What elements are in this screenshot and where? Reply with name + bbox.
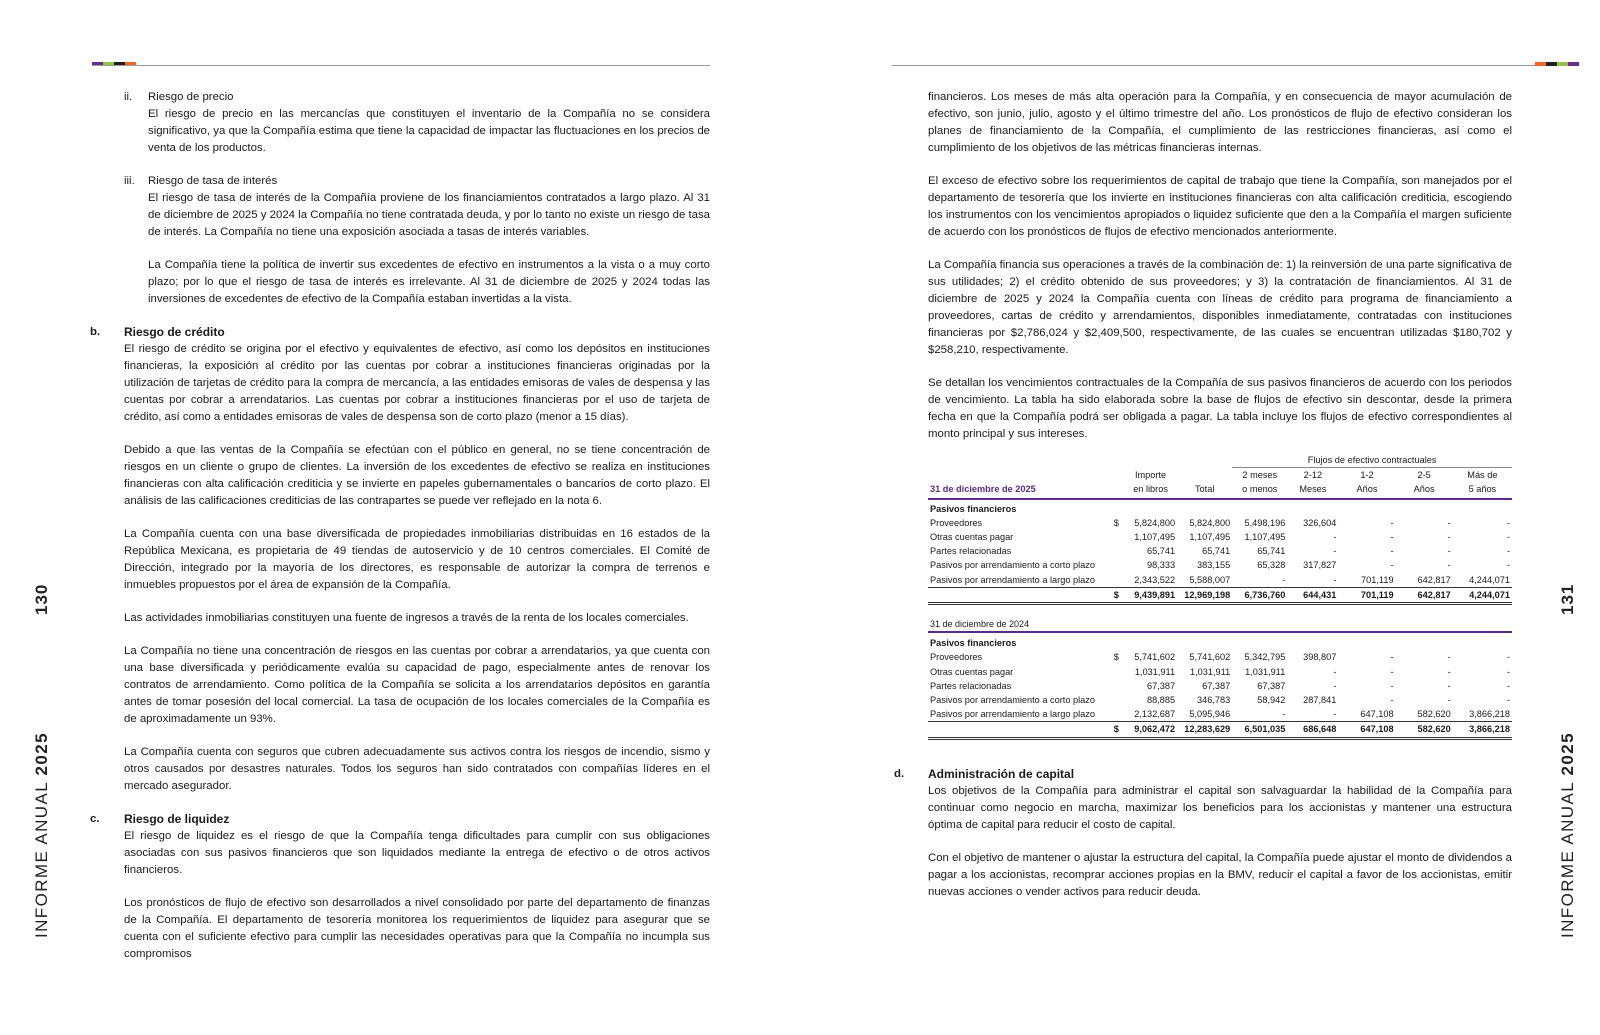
currency-symbol — [1112, 530, 1124, 544]
paragraph: El riesgo de tasa de interés de la Compañía proviene de los financiamientos contratados a largo plazo. Al 31 de diciembre de 2025 y 2024 la Compañía no tiene contratada deuda, y por lo tanto no existe un riesgo de tasa de interés. La Compañía no tiene una exposición asociada a tasas de interés variables. — [148, 192, 710, 238]
page-number-left: 130 — [32, 583, 51, 615]
table-cell: 5,741,602 — [1134, 652, 1176, 663]
table-cell: - — [1333, 532, 1337, 543]
table-cell: - — [1333, 574, 1337, 585]
table-cell: - — [1447, 680, 1451, 691]
paragraph: financieros. Los meses de más alta operación para la Compañía, y en consecuencia de mayor acumulación de efectivo, son junio, julio, agosto y el último trimestre del año. Los pronósticos de flujo de efectivo consideran los planes de financiamiento de la Compañía, el cumplimiento de las restricciones financieras, así como el cumplimiento de los objetivos de las métricas financieras internas. — [928, 91, 1512, 154]
section-title: Administración de capital — [928, 766, 1075, 781]
accent-orange — [1535, 62, 1546, 66]
accent-swatch-right — [1535, 62, 1579, 66]
table-row — [928, 679, 1512, 693]
table-cell: - — [1390, 517, 1394, 528]
table-cell: 6,736,760 — [1232, 587, 1287, 603]
report-title-right — [1558, 732, 1578, 938]
table-cell: 67,387 — [1257, 680, 1286, 691]
table-cell: 65,741 — [1257, 546, 1286, 557]
table-row — [928, 573, 1512, 588]
section-title: Riesgo de crédito — [124, 325, 225, 339]
table-cell: 9,439,891 — [1124, 587, 1177, 603]
column-header: 2 meses o menos — [1242, 470, 1278, 495]
table-cell: 647,108 — [1360, 709, 1394, 720]
subsection-marker: iii. — [124, 175, 135, 187]
table-cell: 67,387 — [1202, 680, 1231, 691]
paragraph: La Compañía cuenta con seguros que cubren adecuadamente sus activos contra los riesgos de incendio, sismo y otros causados por desastres naturales. Todos los seguros han sido contratados con compañías líderes en el mercado asegurador. — [124, 746, 710, 792]
table-cell: 383,155 — [1197, 560, 1231, 571]
table-cell: - — [1390, 652, 1394, 663]
report-title-year: 2025 — [1558, 732, 1577, 776]
currency-symbol: $ — [1113, 517, 1119, 528]
date-header-2024 — [928, 617, 1512, 632]
table-cell: 3,866,218 — [1469, 709, 1510, 720]
table-cell: 5,741,602 — [1189, 652, 1231, 663]
table-cell: 5,342,795 — [1244, 652, 1286, 663]
table-cell: 582,620 — [1417, 709, 1451, 720]
row-label — [928, 587, 1112, 603]
paragraph: La Compañía tiene la política de invertir sus excedentes de efectivo en instrumentos a la vista o a muy corto plazo; por lo que el riesgo de tasa de interés es irrelevante. Al 31 de diciembre de 2025 y 2024 todas las inversiones de excedentes de efectivo de la Compañía estaban invertidas a la vista. — [148, 259, 710, 305]
column-header: 2-5 Años — [1413, 470, 1435, 495]
group-label: Pasivos financieros — [930, 503, 1017, 514]
currency-symbol: $ — [1112, 722, 1124, 738]
paragraph: El riesgo de precio en las mercancías que constituyen el inventario de la Compañía no se considera significativo, ya que la Compañía estima que tiene la capacidad de impactar las fluctuaciones en los precios de venta de los productos. — [148, 108, 710, 154]
table-cell: - — [1447, 517, 1451, 528]
table-cell: 5,588,007 — [1189, 574, 1231, 585]
row-label: Proveedores — [930, 517, 983, 528]
row-label — [928, 722, 1112, 738]
report-title-year: 2025 — [32, 732, 51, 776]
right-column — [894, 89, 1512, 917]
table-cell: 1,031,911 — [1190, 666, 1231, 677]
table-cell: - — [1506, 666, 1510, 677]
row-label: Pasivos por arrendamiento a corto plazo — [930, 695, 1095, 706]
table-spacer — [928, 604, 1512, 618]
accent-black — [1546, 62, 1557, 66]
table-cell: 701,119 — [1338, 587, 1395, 603]
table-total-row — [928, 722, 1512, 738]
table-cell: 1,107,495 — [1189, 532, 1231, 543]
table-cell: 346,783 — [1197, 695, 1231, 706]
table-cell: 12,283,629 — [1177, 722, 1232, 738]
section-marker: c. — [90, 813, 100, 825]
table-caption: Flujos de efectivo contractuales — [1232, 453, 1512, 468]
left-column — [90, 89, 710, 979]
header-rule-right — [892, 65, 1570, 66]
table-cell: - — [1390, 532, 1394, 543]
table-cell: - — [1447, 695, 1451, 706]
table-cell: - — [1390, 680, 1394, 691]
column-header: Importe en libros — [1133, 470, 1168, 495]
row-label: Otras cuentas pagar — [930, 666, 1014, 677]
group-label-row — [928, 632, 1512, 650]
paragraph: Las actividades inmobiliarias constituyen una fuente de ingresos a través de la renta de los locales comerciales. — [124, 612, 689, 624]
table-cell: 5,498,196 — [1244, 517, 1286, 528]
table-cell: 1,107,495 — [1134, 532, 1176, 543]
section-marker: d. — [894, 767, 905, 780]
table-cell: 701,119 — [1361, 574, 1394, 585]
table-row — [928, 516, 1512, 530]
paragraph: Debido a que las ventas de la Compañía se efectúan con el público en general, no se tiene concentración de riesgos en un cliente o grupo de clientes. La inversión de los excedentes de efectivo se realiza en instituciones financieras con alta calificación crediticia y se invierte en papeles gubernamentales o bancarios de corto plazo. El análisis de las calificaciones crediticias de las contrapartes se puede ver reflejado en la nota 6. — [124, 444, 710, 507]
row-label: Pasivos por arrendamiento a largo plazo — [930, 574, 1095, 585]
table-cell: - — [1447, 532, 1451, 543]
table-cell: 5,824,800 — [1189, 517, 1231, 528]
table-cell: 326,604 — [1303, 517, 1337, 528]
row-label: Pasivos por arrendamiento a corto plazo — [930, 560, 1095, 571]
subsection-title: Riesgo de precio — [148, 91, 234, 103]
currency-symbol: $ — [1113, 652, 1119, 663]
table-cell: - — [1506, 560, 1510, 571]
currency-symbol — [1112, 544, 1124, 558]
table-row — [928, 707, 1512, 722]
table-cell: - — [1333, 709, 1337, 720]
section-title: Riesgo de liquidez — [124, 812, 230, 826]
table-cell: - — [1506, 680, 1510, 691]
table-cell: 686,648 — [1287, 722, 1338, 738]
table-cell: - — [1282, 574, 1286, 585]
table-cell: 67,387 — [1146, 680, 1176, 691]
table-cell: 6,501,035 — [1232, 722, 1287, 738]
currency-symbol: $ — [1112, 587, 1124, 603]
row-label: Partes relacionadas — [930, 680, 1012, 691]
table-cell: - — [1506, 546, 1510, 557]
table-row — [928, 544, 1512, 558]
section-c — [90, 811, 710, 963]
table-cell: 88,885 — [1146, 695, 1176, 706]
table-cell: - — [1447, 666, 1451, 677]
table-cell: - — [1333, 680, 1337, 691]
table-cell: 398,807 — [1303, 652, 1337, 663]
table-cell: 317,827 — [1303, 560, 1337, 571]
table-total-row — [928, 587, 1512, 603]
subsection-ii — [124, 89, 710, 157]
accent-purple — [1568, 62, 1579, 66]
table-cell: 582,620 — [1396, 722, 1453, 738]
page-number-right: 131 — [1558, 583, 1577, 615]
paragraph: El riesgo de crédito se origina por el efectivo y equivalentes de efectivo, así como los depósitos en instituciones financieras, la exposición al crédito por las cuentas por cobrar a instituciones financieras originadas por la utilización de tarjetas de crédito para la compra de mercancía, a las entidades emisoras de vales de despensa y las cuentas por cobrar a arrendatarios. Las cuentas por cobrar a instituciones financieras por el uso de tarjeta de crédito, así como a entidades emisoras de vales de despensa son de corto plazo (menor a 15 días). — [124, 343, 710, 423]
table-cell: - — [1390, 695, 1394, 706]
contractual-cashflow-table — [928, 453, 1512, 740]
table-cell: 98,333 — [1146, 560, 1176, 571]
table-row — [928, 558, 1512, 572]
table-cell: 9,062,472 — [1124, 722, 1177, 738]
table-row — [928, 530, 1512, 544]
paragraph: El riesgo de liquidez es el riesgo de que la Compañía tenga dificultades para cumplir con sus obligaciones asociadas con sus pasivos financieros que son liquidados mediante la entrega de efectivo o de otros activos financieros. — [124, 830, 710, 876]
table-cell: 58,942 — [1257, 695, 1286, 706]
date-header-2025: 31 de diciembre de 2025 — [930, 484, 1036, 495]
table-cell: 2,132,687 — [1134, 709, 1176, 720]
table-cell: 287,841 — [1303, 695, 1337, 706]
paragraph: La Compañía no tiene una concentración de riesgos en las cuentas por cobrar a arrendatarios, ya que cuenta con una base diversificada y periódicamente evalúa su capacidad de pago, especialmente antes de renovar los contratos de arrendamiento. Como política de la Compañía se solicita a los arrendatarios depósitos en garantía antes de tomar posesión del local comercial. La tasa de ocupación de los locales comerciales de la Compañía es de aproximadamente un 93%. — [124, 645, 710, 725]
column-header: Total — [1194, 484, 1215, 495]
table-header-row — [928, 468, 1512, 497]
section-d — [894, 766, 1512, 901]
paragraph: Se detallan los vencimientos contractuales de la Compañía de sus pasivos financieros de acuerdo con los periodos de vencimiento. La tabla ha sido elaborada sobre la base de flujos de efectivo sin descontar, desde la primera fecha en que la Compañía podrá ser obligada a pagar. La tabla incluye los flujos de efectivo correspondientes al monto principal y sus intereses. — [928, 377, 1512, 440]
table-row — [928, 665, 1512, 679]
paragraph: El exceso de efectivo sobre los requerimientos de capital de trabajo que tiene la Compañía, son manejados por el departamento de tesorería que los invierte en instituciones financieras con alta calificación crediticia, escogiendo los instrumentos con los vencimientos apropiados o liquidez suficiente que den a la Compañía el margen suficiente de acuerdo con los pronósticos de flujos de efectivo mencionados anteriormente. — [928, 175, 1512, 238]
paragraph: Los pronósticos de flujo de efectivo son desarrollados a nivel consolidado por parte del departamento de finanzas de la Compañía. El departamento de tesorería monitorea los requerimientos de liquidez para asegurar que se cuenta con el suficiente efectivo para cumplir las necesidades operativas para que la Compañía no incumpla sus compromisos — [124, 897, 710, 960]
group-label-row — [928, 499, 1512, 516]
table-cell: - — [1506, 652, 1510, 663]
column-header: Más de 5 años — [1467, 470, 1498, 495]
paragraph: Con el objetivo de mantener o ajustar la estructura del capital, la Compañía puede ajustar el monto de dividendos a pagar a los accionistas, recomprar acciones propias en la BMV, reducir el capital a favor de los accionistas, emitir nuevas acciones o vender activos para reducir deuda. — [928, 851, 1512, 898]
paragraph: La Compañía financia sus operaciones a través de la combinación de: 1) la reinversión de una parte significativa de sus utilidades; 2) el crédito obtenido de sus proveedores; y 3) la contratación de financiamientos. Al 31 de diciembre de 2025 y 2024 la Compañía cuenta con líneas de crédito para programa de financiamiento a proveedores, cartas de crédito y arrendamientos, disponibles inmediatamente, contratadas con instituciones financieras por $2,786,024 y $2,409,500, respectivamente, de las cuales se encuentran utilizadas $180,702 y $258,210, respectivamente. — [928, 259, 1512, 356]
table-cell: 3,866,218 — [1453, 722, 1512, 738]
column-header: 1-2 Años — [1356, 470, 1378, 495]
paragraph: La Compañía cuenta con una base diversificada de propiedades inmobiliarias distribuidas en 16 estados de la República Mexicana, es propietaria de 49 tiendas de autoservicio y de 10 centros comerciales. El Comité de Dirección, integrado por la mayoría de los directores, es responsable de autorizar la compra de terrenos e inmuebles propuestos por el área de expansión de la Compañía. — [124, 528, 710, 591]
table-cell: 4,244,071 — [1453, 587, 1512, 603]
row-label: Partes relacionadas — [930, 546, 1012, 557]
currency-symbol — [1112, 665, 1124, 679]
table-cell: - — [1390, 560, 1394, 571]
group-label-row-text: Pasivos financieros — [930, 638, 1017, 649]
table-cell: 65,741 — [1146, 546, 1176, 557]
row-label: Otras cuentas pagar — [930, 532, 1014, 543]
report-title-light: INFORME ANUAL — [32, 781, 51, 938]
table-cell: - — [1506, 532, 1510, 543]
table-cell: - — [1390, 666, 1394, 677]
table-cell: - — [1333, 666, 1337, 677]
currency-symbol — [1112, 558, 1124, 572]
table-cell: - — [1447, 546, 1451, 557]
paragraph: Los objetivos de la Compañía para administrar el capital son salvaguardar la habilidad de la Compañía para continuar como negocio en marcha, maximizar los beneficios para los accionistas y mantener una estructura óptima de capital para reducir el costo de capital. — [928, 784, 1512, 831]
currency-symbol — [1112, 573, 1124, 588]
subsection-title: Riesgo de tasa de interés — [148, 175, 278, 187]
table-cell: 642,817 — [1417, 574, 1451, 585]
section-b — [90, 324, 710, 795]
column-header: 2-12 Meses — [1299, 470, 1327, 495]
currency-symbol — [1112, 707, 1124, 722]
table-cell: 4,244,071 — [1469, 574, 1510, 585]
subsection-iii — [124, 173, 710, 308]
report-title-left — [32, 732, 52, 938]
table-cell: - — [1506, 517, 1510, 528]
table-cell: - — [1447, 560, 1451, 571]
header-rule-left — [92, 65, 710, 66]
row-label: Pasivos por arrendamiento a largo plazo — [930, 709, 1095, 720]
accent-green — [1557, 62, 1568, 66]
subsection-marker: ii. — [124, 91, 133, 103]
table-cell: 642,817 — [1396, 587, 1453, 603]
table-cell: - — [1282, 709, 1286, 720]
table-cell: - — [1390, 546, 1394, 557]
table-cell: - — [1447, 652, 1451, 663]
table-cell: 12,969,198 — [1177, 587, 1232, 603]
table-cell: 1,107,495 — [1244, 532, 1286, 543]
table-cell: 65,741 — [1202, 546, 1231, 557]
table-cell: - — [1333, 546, 1337, 557]
table-cell: 1,031,911 — [1245, 666, 1286, 677]
section-marker: b. — [90, 326, 101, 338]
table-row — [928, 693, 1512, 707]
currency-symbol — [1112, 679, 1124, 693]
row-label: Proveedores — [930, 652, 983, 663]
report-title-light: INFORME ANUAL — [1558, 781, 1577, 938]
table-cell: 644,431 — [1287, 587, 1338, 603]
currency-symbol — [1112, 693, 1124, 707]
right-page — [800, 0, 1600, 1035]
table-cell: 5,095,946 — [1189, 709, 1231, 720]
table-cell: 647,108 — [1338, 722, 1395, 738]
table-row — [928, 650, 1512, 664]
table-cell: - — [1506, 695, 1510, 706]
table-cell: 5,824,800 — [1134, 517, 1176, 528]
date-header-2024-text: 31 de diciembre de 2024 — [928, 617, 1512, 632]
table-cell: 65,328 — [1257, 560, 1286, 571]
table-cell: 2,343,522 — [1134, 574, 1176, 585]
table-cell: 1,031,911 — [1134, 666, 1176, 677]
table-caption-row — [928, 453, 1512, 468]
